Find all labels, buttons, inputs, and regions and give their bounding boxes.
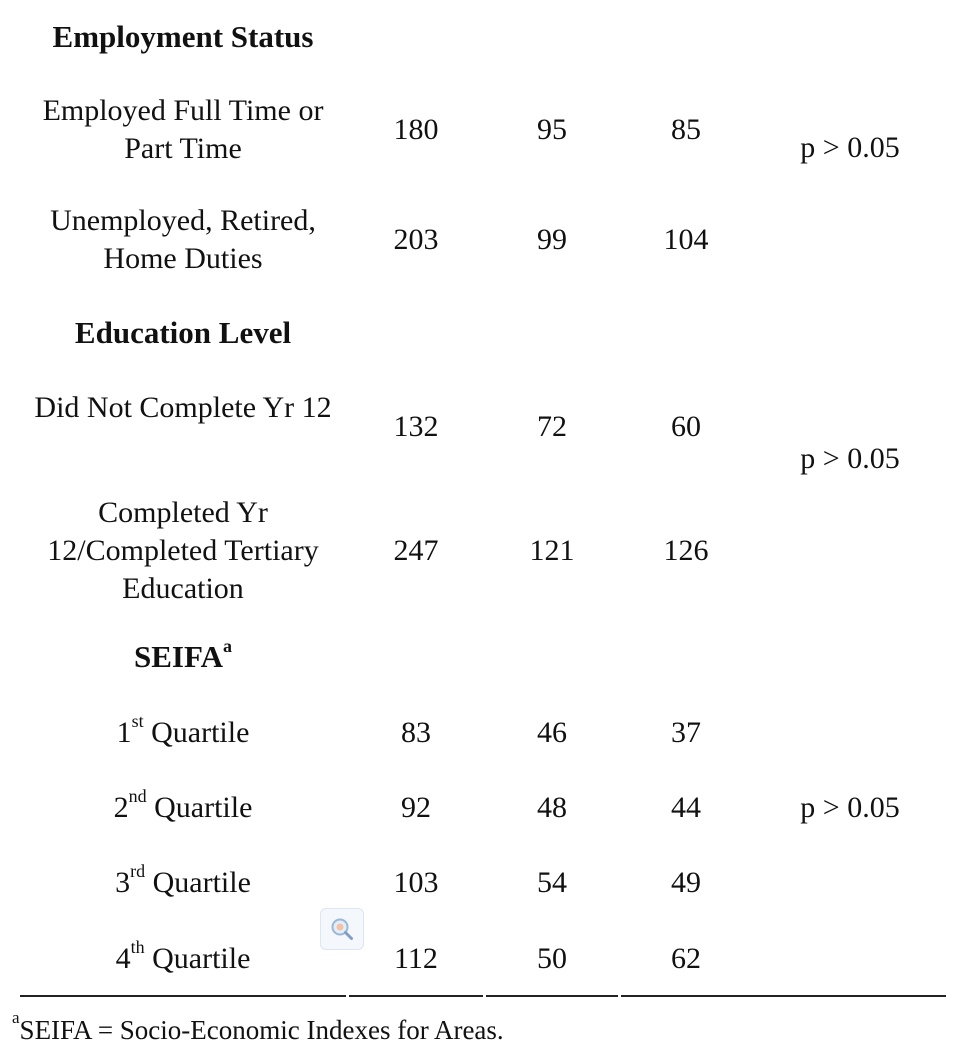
- quartile-3-ordinal: rd: [130, 861, 146, 881]
- cell-unemployed-col1: 203: [393, 223, 439, 256]
- cell-quartile-3-col1: 103: [393, 866, 439, 899]
- row-label-unemployed: Unemployed, Retired, Home Duties: [50, 204, 316, 275]
- cell-did-not-complete-col1: 132: [393, 410, 439, 443]
- row-label-quartile-1: [18, 711, 348, 752]
- cell-quartile-2-col3: 44: [671, 791, 701, 824]
- p-value-seifa: p > 0.05: [800, 791, 900, 824]
- quartile-1-text: Quartile: [143, 716, 250, 749]
- cell-quartile-1-col3: 37: [671, 716, 701, 749]
- quartile-3-text: Quartile: [145, 866, 251, 899]
- cell-quartile-2-col1: 92: [401, 791, 431, 824]
- row-label-employed: Employed Full Time or Part Time: [42, 94, 324, 165]
- cell-completed-col2: 121: [529, 534, 575, 567]
- cell-completed-col3: 126: [663, 534, 709, 567]
- row-label-completed: Completed Yr 12/Completed Tertiary Education: [47, 496, 319, 605]
- section-title-education-level: Education Level: [74, 315, 292, 350]
- p-value-education: p > 0.05: [800, 442, 900, 475]
- row-label-quartile-2: [18, 786, 348, 827]
- search-zoom-icon: [329, 916, 355, 942]
- quartile-2-text: Quartile: [146, 791, 253, 824]
- cell-unemployed-col2: 99: [537, 223, 567, 256]
- table-bottom-rule-col2: [486, 995, 618, 997]
- footnote-marker: a: [12, 1008, 20, 1027]
- table-bottom-rule-col0: [20, 995, 346, 997]
- quartile-4-text: Quartile: [144, 942, 251, 975]
- cell-did-not-complete-col3: 60: [671, 410, 701, 443]
- cell-unemployed-col3: 104: [663, 223, 709, 256]
- footnote-text: SEIFA = Socio-Economic Indexes for Areas.: [19, 1015, 504, 1045]
- seifa-title-footnote-marker: a: [223, 635, 232, 656]
- cell-quartile-1-col1: 83: [401, 716, 431, 749]
- cell-employed-col3: 85: [671, 113, 701, 146]
- section-title-employment-status: Employment Status: [52, 19, 314, 54]
- row-label-quartile-3: [18, 861, 348, 902]
- cell-quartile-1-col2: 46: [537, 716, 567, 749]
- row-label-quartile-4: [18, 937, 348, 978]
- cell-employed-col2: 95: [537, 113, 567, 146]
- quartile-1-ordinal: st: [131, 711, 144, 731]
- cell-employed-col1: 180: [393, 113, 439, 146]
- table-footnote: [12, 1008, 504, 1048]
- cell-quartile-3-col2: 54: [537, 866, 567, 899]
- cell-did-not-complete-col2: 72: [537, 410, 567, 443]
- cell-quartile-2-col2: 48: [537, 791, 567, 824]
- quartile-4-number: 4: [115, 942, 131, 975]
- quartile-1-number: 1: [116, 716, 132, 749]
- cell-quartile-4-col3: 62: [671, 942, 701, 975]
- section-title-seifa: [18, 635, 348, 676]
- cell-completed-col1: 247: [393, 534, 439, 567]
- row-label-did-not-complete: Did Not Complete Yr 12: [34, 391, 332, 424]
- cell-quartile-4-col2: 50: [537, 942, 567, 975]
- quartile-3-number: 3: [115, 866, 131, 899]
- cell-quartile-4-col1: 112: [394, 942, 438, 975]
- table-bottom-rule-col1: [349, 995, 483, 997]
- p-value-employment: p > 0.05: [800, 131, 900, 164]
- table-bottom-rule-col3: [621, 995, 946, 997]
- quartile-2-ordinal: nd: [128, 786, 147, 806]
- cell-quartile-3-col3: 49: [671, 866, 701, 899]
- quartile-4-ordinal: th: [130, 937, 145, 957]
- seifa-title-text: SEIFA: [133, 639, 223, 674]
- quartile-2-number: 2: [113, 791, 129, 824]
